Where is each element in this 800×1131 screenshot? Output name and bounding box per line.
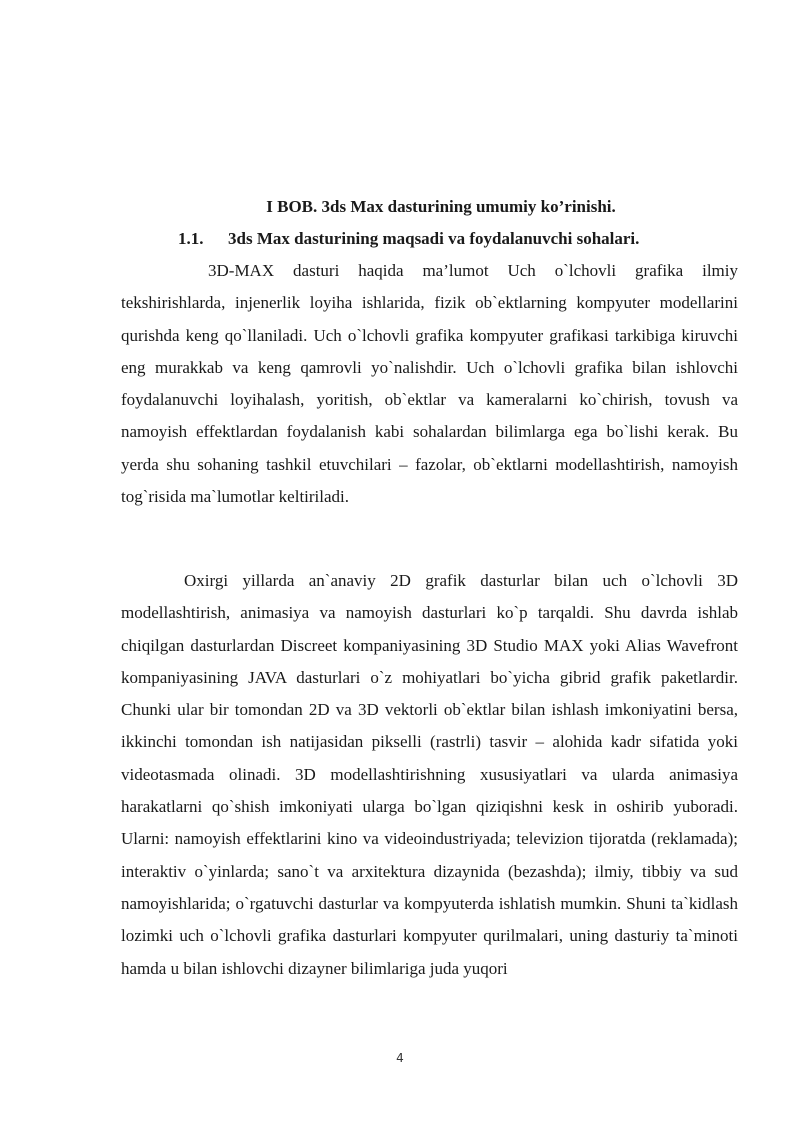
paragraph-intro: 3D-MAX dasturi haqida ma’lumot Uch o`lchovli grafika ilmiy tekshirishlarda, injenerlik loyiha ishlarida, fizik ob`ektlarning kompyuter modellarini qurishda keng qo`llaniladi. Uch o`lchovli grafika kompyuter grafikasi tarkibiga kiruvchi eng murakkab va keng qamrovli yo`nalishdir. Uch o`lchovli grafika bilan ishlovchi foydalanuvchi loyihalash, yoritish, ob`ektlar va kameralarni ko`chirish, tovush va namoyish effektlardan foydalanish kabi sohalardan bilimlarga ega bo`lishi kerak. Bu yerda shu sohaning tashkil etuvchilari – fazolar, ob`ektlarni modellashtirish, namoyish tog`risida ma`lumotlar keltiriladi. (121, 261, 738, 507)
chapter-title: I BOB. 3ds Max dasturining umumiy ko’rinishi. (266, 197, 616, 216)
section-title: 3ds Max dasturining maqsadi va foydalanuvchi sohalari. (228, 229, 640, 248)
section-heading (178, 228, 639, 250)
section-number: 1.1. (178, 229, 204, 248)
paragraph-main: Oxirgi yillarda an`anaviy 2D grafik dasturlar bilan uch o`lchovli 3D modellashtirish, animasiya va namoyish dasturlari ko`p tarqaldi. Shu davrda ishlab chiqilgan dasturlardan Discreet kompaniyasining 3D Studio MAX yoki Alias Wavefront kompaniyasining JAVA dasturlari o`z mohiyatlari bo`yicha gibrid grafik paketlardir. Chunki ular bir tomondan 2D va 3D vektorli ob`ektlar bilan ishlash imkoniyatini bersa, ikkinchi tomondan ish natijasidan pikselli (rastrli) tasvir – alohida kadr sifatida yoki videotasmada olinadi. 3D modellashtirishning xususiyatlari va ularda animasiya harakatlarni qo`shish imkoniyati ularga bo`lgan qiziqishni kesk in oshirib yuboradi. Ularni: namoyish effektlarini kino va videoindustriyada; televizion tijoratda (reklamada); interaktiv o`yinlarda; sano`t va arxitektura dizaynida (bezashda); ilmiy, tibbiy va sud namoyishlarida; o`rgatuvchi dasturlar va kompyuterda ishlatish mumkin. Shuni ta`kidlash lozimki uch o`lchovli grafika dasturlari kompyuter qurilmalari, uning dasturiy ta`minoti hamda u bilan ishlovchi dizayner bilimlariga juda yuqori (121, 571, 738, 978)
page-number: 4 (396, 1051, 404, 1065)
